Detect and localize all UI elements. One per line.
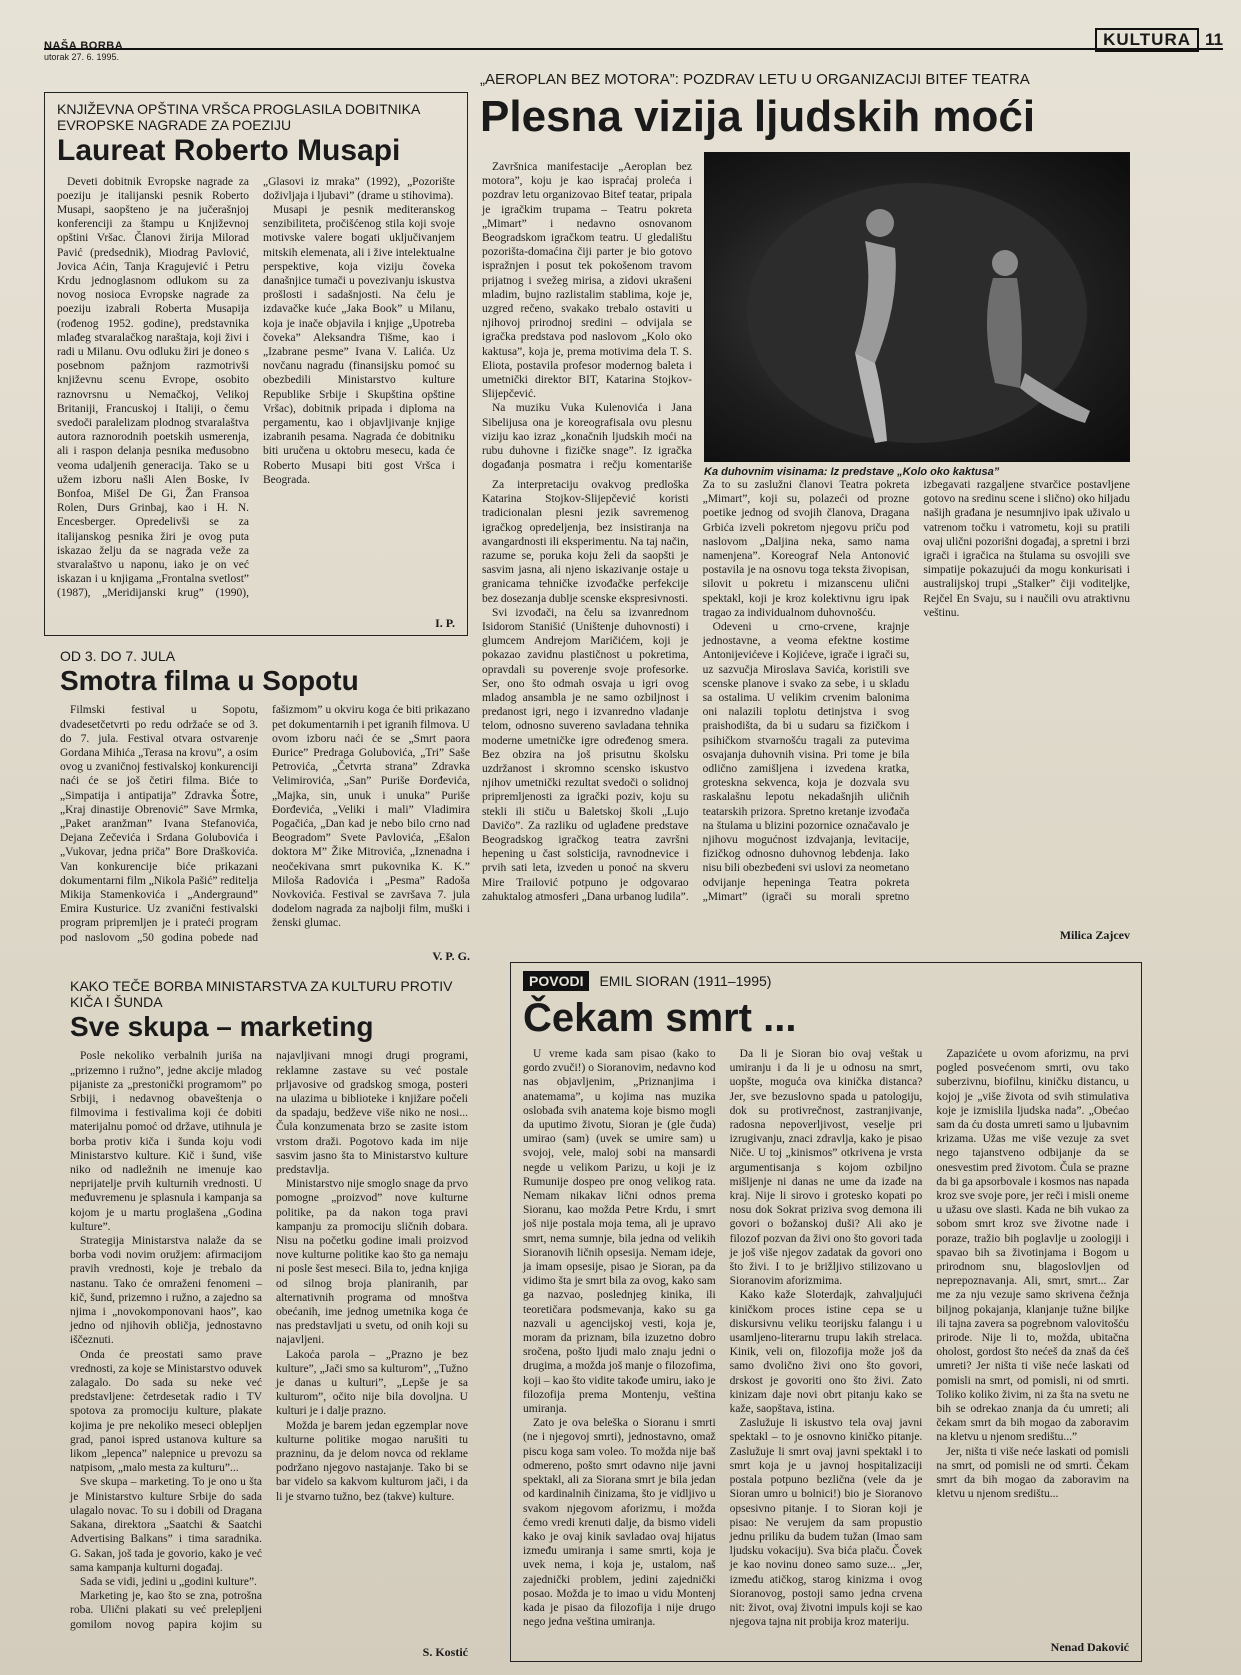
paragraph: Završnica manifestacije „Aeroplan bez motora”, koju je kao ispraćaj proleća i pozdrav letu organizovao Bitef teatar, pripala je igračkim trupama – Teatru pokreta „Mimart” i nedavno osnovanom Beogradskom igračkom teatru. U gledalištu pozorišta-domaćina čiji parter je bio gotovo ispražnjen i posut tek pokošenom travom prijatnog i svežeg mirisa, a zidovi ukrašeni mladim, bujno razlistalim stablima, koje je, uzgred rečeno, svakako trebalo ostaviti u njihovoj prirodnoj sredini – odvijala se igračka predstava pod naslovom „Kolo oko kaktusa”, koja je, prema motivima dela T. S. Eliota, postavila profesor modernog baleta i umetnički direktor BIT, Katarina Stojkov-Slijepčević. (482, 161, 692, 401)
article-kicker: KAKO TEČE BORBA MINISTARSTVA ZA KULTURU PROTIV KIČA I ŠUNDA (70, 978, 453, 1010)
article-plesna-body-top (482, 160, 692, 476)
paragraph: Ministarstvo nije smoglo snage da prvo pomogne „proizvod” nove kulturne politike, pa da nakon toga pravi kampanju za promociju sličnih dobara. Nisu na početku godine imali proizvod nove kulturne politike kao što ga nemaju ni posle šest meseci. Bila to, jedna knjiga od silnog broja planiranih, par alternativnih programa od mnoštva obećanih, ime jednog umetnika koga će nas predstavljati u svetu, od onih koji su najavljeni. (276, 1178, 468, 1347)
dancers-image (705, 153, 1129, 461)
paragraph: Na muziku Vuka Kulenovića i Jana Sibelijusa ona je koreografisala ovu plesnu viziju kao izraz „konačnih ljudskih moći na rubu duhovne i fizičke snage”. Iz igračka događanja posmatra i rečju komentariše (482, 402, 692, 472)
paragraph: Marketing je, kao što se zna, potrošna roba. Ulični plakati su već prelepljeni gomilom novog papira kojim su najavljivani mnogi drugi programi, reklamne zastave su već postale prljavosive od gradskog smoga, posteri na ulazima u biblioteke i knjižare počeli da spadaju, bedževe više niko ne nosi... Čula konzumenata brzo se zasite istom vrstom draži. Pogotovo kada im nije sasvim jasno šta to Ministarstvo kulture predstavlja. (70, 1050, 468, 1631)
newspaper-name: NAŠA BORBA (44, 40, 124, 52)
paragraph: Sada se vidi, jedini u „godini kulture”. (80, 1575, 257, 1588)
article-body (523, 1047, 1129, 1637)
page-number: 11 (1205, 30, 1223, 49)
paragraph: Kako kaže Sloterdajk, zahvaljujući kiničkom proces istine cepa se u diskursivnu veliku teorijsku falangu i u usamljeno-literarnu trupu lakih strelaca. Kinik, veli on, filozofija može još da samo dvolično živi ono što govori, drskost je govoriti ono što živi. Zato kinizam daje novi obrt pitanju kako se kaže, saopštava, istina. (729, 1289, 923, 1416)
paragraph: Posle nekoliko verbalnih jurišа na „prizemno i ružno”, jedne akcije mladog pijaniste za „prestonički programom” po Srbiji, i nedavnog obaveštenja o filmovima i festivalima koji će dobiti materijalnu pomoć od države, utihnula je borba protiv kiča i šunda koju vodi Ministarstvo kulture. Kič i šund, više niko od nadležnih ne imenuje kao neprijatelje prvih kulturnih vrednosti. U međuvremenu je splasnula i kampanja sa kojom je u martu proglašena „Godina kulture”. (70, 1050, 262, 1233)
article-headline: Sve skupa – marketing (70, 1011, 374, 1042)
article-plesna-body-bottom (482, 478, 1130, 918)
article-kicker: EMIL SIORAN (1911–1995) (599, 973, 772, 989)
section-name: KULTURA (1095, 28, 1199, 52)
article-kicker-row (523, 971, 1129, 991)
photo-caption: Ka duhovnim visinama: Iz predstave „Kolo oko kaktusa” (704, 466, 1000, 478)
article-cekam (510, 962, 1142, 1662)
paragraph: Strategija Ministarstva nalaže da se borba vodi novim oružjem: afirmacijom pravih vrednosti, koje je trebalo da nastanu. Tako će omraženi fenomeni – kič, šund, prizemno i ružno, a zajedno sa njima i „novokomponovani haos”, kao jedno od njihovih obličja, jednostavno iščeznuti. (70, 1235, 262, 1347)
paragraph: Sve skupa – marketing. To je ono u šta je Ministarstvo kulture Srbije do sada ulagalo novac. To su i dobili od Dragana Sakana, direktora „Saatchi & Saatchi Advertising Balkans” i tima saradnika. G. Sakan, još tada je govorio, kako je već sama kampanja kulturni događaj. (70, 1476, 262, 1574)
paragraph: U vreme kada sam pisao (kako to gordo zvuči!) o Sioranovim, nedavno kod nas objavljenim, „Priznanjima i anatemama”, u kojima nas muzika oslobađa svih anatema koje bismo mogli da uputimo životu, Sioran je (gle čuda) umirao (sam) (uvek se umire sam) u svojoj, vele, maloj sobi na mansardi negde u velikom Parizu, u koji je iz Rumunije dospeo pre onog velikog rata. Nemam nikakav lični odnos prema Sioranu, kao možda Petre Krdu, i smrt još nije postala moja tema, ali je upravo smrt, nema sumnje, bila jedna od velikih Sioranovih ličnih opsesija. Nemam ideje, ja imam opsesije, pisao je Sioran, pa da vidimo šta je smrt bila za ovog, kako sam ga nazvao, poslednjeg kinika, ili teoretičara podsmevanja, kako su ga nazvali u agencijskoj vesti, koja je, moram da priznam, bila izuzetno dobro sročena, pošto ljudi malo znaju jedni o drugima, a možda još manje o filozofima, koji – kao što vidite takođe umiru, iako je filozofija prema Montenju, veština umiranja. (523, 1048, 716, 1416)
article-signature: S. Kostić (422, 1645, 468, 1659)
article-signature: V. P. G. (432, 949, 470, 963)
article-signature: Milica Zajcev (1059, 928, 1130, 942)
paragraph: Onda će preostati samo prave vrednosti, za koje se Ministarstvo oduvek zalagalo. Do sada su neke već predstavljene: četrdesetak radio i TV spotova za promociju kulture, plakate kojima je pre nekoliko meseci oblepljen grad, panoi ispred ustanova kulture sa likom „lepenca” nalepnice u prevozu sa natpisom, „malo mesta za kulturu”... (70, 1348, 262, 1475)
article-headline: Smotra filma u Sopotu (60, 665, 359, 696)
issue-date: utorak 27. 6. 1995. (44, 52, 120, 62)
paragraph: Za interpretaciju ovakvog predloška Katarina Stojkov-Slijepčević koristi tradicionalan plesni jezik savremenog igračkog opredeljenja, bez insistiranja na avangardnosti ili eksperimentu. Na taj način, razume se, poruka koju želi da saopšti je sasvim jasna, ali njeno iskazivanje ostaje u granicama tehničke izvođačke perfekcije bez dosezanja dublje scenske ekspresivnosti. (482, 479, 689, 605)
section-tag: POVODI (523, 971, 589, 991)
paragraph: Lakoća parola – „Prazno je bez kulture”, „Jači smo sa kulturom”, „Tužno je danas u kulturi”, „Lepše je sa kulturom”, očito nije bila dovoljna. U kulturi je i dalje prazno. (276, 1348, 468, 1418)
article-smotra (60, 648, 470, 964)
paragraph: Možda je barem jedan egzemplar nove kulturne politike mogao narušiti tu prazninu, da je delom novca od reklame podržano njegovo nastajanje. Tako bi se bar videlo sa kakvom kulturom jači, i da li je stvarno tužno, bez (takve) kulture. (276, 1419, 468, 1503)
article-headline: Laureat Roberto Musapi (57, 134, 401, 167)
dancer-head-icon (866, 209, 894, 237)
article-marketing (70, 978, 468, 1660)
article-signature: I. P. (435, 616, 455, 630)
top-rule (44, 48, 1223, 50)
paragraph: Da li je Sioran bio ovaj veštak u umiranju i da li je u odnosu na smrt, uopšte, moguća ova kinička distanca? Jer, sve bezuslovno spada u patologiju, dok su protivrečnost, zastranjivanje, radosna nepoverljivost, veselje pri izrugivanju, znaci zdravlja, kako je pisao Niče. U toj „kinismos” otkrivena je vrsta argumentisanja s kojom ozbiljno mišljenje ni danas ne ume da izađe na kraj. Nije li sirovo i grotesko kopati po nosu dok Sokrat priziva svog demona ili govori o božanskoj duši? Ali ako je filozof pozvan da živi ono što govori tada je još više njegov zadatak da govori ono što živi. I to je brižljivo stilizovano u Sioranovim aforizmima. (729, 1048, 923, 1288)
article-headline: Plesna vizija ljudskih moći (480, 92, 1036, 141)
article-signature: Nenad Daković (1050, 1640, 1129, 1654)
paragraph: Odeveni u crno-crvene, krajnje jednostavne, a veoma efektne kostime Antonijevićeve i Kojićeve, igrače i igrači su, uz sazvučja Miroslava Savića, koristili sve scenske planove i svako za sebe, i u skladu sa ostalima. U velikim crvenim balonima oni nalazili toplotu detinjstva i svog praishodišta, da bi u sudaru sa fizičkom i psihičkom stvarnošću tragali za putevima osvajanja duhovnih visina. Pri tome je bila odlično zamišljena i izvedena kratka, groteskna sekvenca, koja je dozvala svu raskalašnu lepotu nekadašnjih uličnih teatarskih prizora. Spretno kretanje izvođača na štulama u blizini pozornice označavalo je njihovu mogućnost izdvajanja, levitacije, fizičkog odnosno duhovnog lebdenja. Iako nisu bili obezbeđeni svi uslovi za neometano odvijanje hepeninga Teatra pokreta „Mimart” (igrači su morali spretno izbegavati razgaljene stvarčice postavljene gotovo na sredinu scene i slično) oko hiljadu našijh građana je nesumnjivo ipak uživalo u vatrenom točku i vatrometu, koji su pratili ovaj ulični pozorišni događaj, a spretni i brzi igrači i igračica na štulama su osvojili sve simpatije pokazujući da mogu konkurisati i australijskoj trupi „Stalker” čiji voditeljke, Rejčel En Svaju, su i naučili ovu atraktivnu veštinu. (702, 479, 1130, 903)
article-body (70, 1049, 468, 1639)
paragraph: Musapi je pesnik mediteranskog senzibiliteta, pročišćenog stila koji svoje motivske valere bogati uključivanjem mitskih elemenata, ali i žive intelektualne perspektive, koja viziju čoveka današnjice tumači u povezivanju iskustva prošlosti i sadašnjosti. Na čelu je izdavačke kuće „Jaka Book” u Milanu, koja je inače objavila i knjige „Upotreba čoveka” Aleksandra Tišme, kao i „Izabrane pesme” Ivana V. Lalića. Uz novčanu nagradu (finansijsku pomoć su obezbedili Ministarstvo kulture Republike Srbije i Skupština opštine Vršac), dobitnik pripada i diploma na pergamentu, kao i objavljivanje knjige izabranih pesama. Nagrada će dobitniku biti uručena u oktobru mesecu, kada će Roberto Musapi biti gost Vršca i Beograda. (263, 203, 455, 486)
article-kicker: OD 3. DO 7. JULA (60, 648, 176, 664)
article-laureat (44, 92, 468, 636)
dancer-head-icon (992, 250, 1018, 276)
article-kicker: „AEROPLAN BEZ MOTORA”: POZDRAV LETU U ORGANIZACIJI BITEF TEATRA (480, 71, 1030, 88)
dance-photo (704, 152, 1130, 462)
masthead (44, 40, 123, 62)
paragraph: Zaslužuje li iskustvo tela ovaj javni spektakl – to je osnovno kiničko pitanje. Zaslužuje li smrt ovaj javni spektakl i to smrt koja je u javnoj hospitalizaciji postala potpuno bezlična (vele da je Sioran umro u bolnici!) bio je Sioranovo opsesivno pitanje. I to Sioran koji je pisao: Ne verujem da sam propustio jednu priliku da budem tužan (Imao sam ljudsku vokaciju). Sva bića plaču. Čovek je kao novinu doneo samo suze... „Jer, između atičkog, starog kinizma i ovog Sioranovog, postoji samo jedna crvena nit: život, ovaj životni impuls koji se kao njegova tajna nit probija kroz materiju. (729, 1417, 923, 1629)
paragraph: Jer, ništa ti više neće laskati od pomisli na smrt, od pomisli ne od smrti. Čekam smrt da bih mogao da zaboravim na kletvu u njenom središtu... (936, 1445, 1129, 1501)
article-kicker: KNJIŽEVNA OPŠTINA VRŠCA PROGLASILA DOBITNIKA EVROPSKE NAGRADE ZA POEZIJU (57, 101, 420, 133)
article-body (57, 175, 455, 615)
paragraph: Zato je ova beleška o Sioranu i smrti (ne i njegovoj smrti), jednostavno, omaž piscu koga sam voleo. To možda nije baš odmereno, pošto smrt odavno nije javni spektakl, ali za Siorana smrt je bila jedan od kardinalnih činizama, što je vidljivo u svakom njegovom aforizmu, i možda ćemo vredi krenuti dalje, da bismo videli kako je ovaj kinik savladao ovaj hijatus između umiranja i same smrti, koja je uvek nema, i koja je, ustalom, naš zajednički problem, jedini zajednički posao. Možda je to imao u vidu Montenj kada je pisao da filozofija i nije drugo nego jedna veština umiranja. (523, 1417, 716, 1629)
paragraph: Zapazićete u ovom aforizmu, na prvi pogled posvećenom smrti, ovu tako suberzivnu, biofilnu, kiničku distancu, u kojoj je „više života od svih stimulativa koje je izmislila ljudska nada”. „Obećao sam da ću dosta umreti samo u ljubavnim krizama. Užas me više vezuje za svet nego tajanstveno odbijanje da se onesvestim pred životom. Čula se prazne da bi ga apsorbovale i kosmos nas napada kroz sve svoje pore, jer reči i misli oneme u užasu ove slasti. Kada ne bih vukao za sobom smrt kroz sve životne nade i poraze, tražio bih poglavlje u zoologiji i spavao bih sa životinjama i Bogom u prirodnom snu, blagoslovljen od neprepoznavanja. Ali, smrt, smrt... Zar me za nju vezuje samo skrivena čežnja biljnog pokajanja, klanjanje tužne biljke ili tajna zavera sa pogrebnom valovitošću prirode. Nije li to, možda, ubitačna oholost, gordost što nećeš da znaš da ćeš umreti? Jer ništa ti više neće laskati od pomisli na smrt, od pomisli, ni od smrti. Toliko koliko živim, ni za šta na svetu ne bih se odrekao znanja da ću umreti; ali čekam smrt da bih mogao da zaboravim na kletvu u njenom središtu...” (936, 1048, 1129, 1444)
paragraph: Deveti dobitnik Evropske nagrade za poeziju je italijanski pesnik Roberto Musapi, saopšteno je na jučerašnjoj konferenciji za štampu u Književnoj opštini Vršac. Članovi žirija Milorad Pavić (predsednik), Miodrag Pavlović, Jovica Aćin, Tanja Kragujević i Petru Krdu jednoglasnom odlukom su za novog nosioca Evropske nagrade za poeziju izabrali Roberta Musapija (rođenog 1952. godine), predstavnika mlađeg stvaralačkog naraštaja, koji živi i radi u Milanu. Ovu odluku žiri je doneo s posebnom pažnjom razmotrivši književnu scenu Evrope, osobito raznovrsnu u Nemačkoj, Velikoj Britaniji, Francuskoj i Italiji, o čemu svedoči paralelizam plodnog stvaralaštva autora raznorodnih poetskih usmerenja, ali i raspon delanja pesnika međusobno veoma udaljenih generacija. Tako se u užem izboru našli Alen Boske, Iv Bonfoa, Mišel De Gi, Žan Fransoa Rolen, Durs Grinbaj, kao i H. N. Encesberger. Opredelivši se za italijanskog pesnika žiri je ovog puta iskazao želju da se nagrada veže za stvaralaštvo u naponu, iako je on već iskazan i u knjigama „Frontalna svetlost” (1987), „Meridijanski krug” (1990), „Glasovi iz mraka” (1992), „Pozorište doživljaja i ljubavi” (drame u stihovima). (57, 175, 455, 600)
article-body (60, 703, 470, 953)
article-headline: Čekam smrt ... (523, 996, 797, 1040)
paragraph: Svi izvođači, na čelu sa izvanrednom Isidorom Stanišić (Uništenje duhovnosti) i glumcem Andrejom Maričićem, koji je pokazao zavidnu plastičnost u pokretima, opravdali su poverenje svoje profesorke. Ser, ono što odmah osvaja u igri ovog mladog ansambla je ne samo ozbiljnost i predanost igri, nego i izvanredno vladanje telom, odnosno suvereno savladana tehnika moderne umetničke igre određenog smera. Bez obzira na još prisutnu školsku uzdržanost i skromno scensko iskustvo njihov umetnički rezultat svedoči o solidnoj pripremljenosti za igrački poziv, koju su stekli ili stiču u Baletskoj školi „Lujo Davičo”. Za razliku od uglađene predstave Beogradskog igračkog teatra završni hepening u čast solsticija, ravnodnevice i prvih sati leta, izveden u ponoć na skveru Mire Trailović potpuno je odgovarao zahuktalog atmosferi „Dana urbanog ludila”. Za to su zaslužni članovi Teatra pokreta „Mimart”, koji su, polazeći od prozne poetike jednog od svojih članova, Dragana Grbića izveli pokretom njegovu priču pod naslovom „Daljina neka, samo nama namenjena”. Koreograf Nela Antonović postavila je na osnovu toga teksta živopisan, silovit u pokretu i mizanscenu ulični spektakl, koji je kroz kolektivnu igru ipak tragao za individualnom duhovnošću. (482, 479, 910, 903)
paragraph: Filmski festival u Sopotu, dvadesetčetvrti po redu održaće se od 3. do 7. jula. Festival otvara ostvarenje Gordana Mihića „Terasa na krovu”, a osim ovog u zvaničnoj festivalskoj konkurenciji naći će se još četiri filma. Biće to „Simpatija i antipatija” Zdravka Šotre, „Kraj dinastije Obrenović” Save Mrmka, „Paket aranžman” Ivana Stefanovića, Dejana Zečevića i Srdana Golubovića i „Vukovar, jedna priča” Bore Draškovića. Van konkurencije biće prikazani dokumentarni film „Nikola Pašić” reditelja Mikija Stamenkovića i „Andergraund” Emira Kusturice. Uz zvanični festivalski program pripremljen je i prateći program pod naslovom „50 godina pobede nad fašizmom” u okviru koga će biti prikazano pet dokumentarnih i pet igranih filmova. U ovom izboru naći će se „Smrt paora Đurice” Predraga Golubovića, „Tri” Saše Petrovića, „Četvrta strana” Zdravka Velimirovića, „San” Puriše Đorđevića, „Majka, sin, unuk i unuka” Puriše Đorđevića, „Veliki i mali” Vladimira Pogačića, „Dan kad je nebo bilo crno nad Beogradom” Svete Pavlovića, „Ešalon doktora M” Žike Mitrovića, „Iznenadna i neočekivana smrt pukovnika K. K.” Miloša Radovića i „Pesma” Radoša Novkovića. Festival se završava 7. jula dodelom nagrada za najbolji film, muški i ženski glumac. (60, 704, 470, 944)
